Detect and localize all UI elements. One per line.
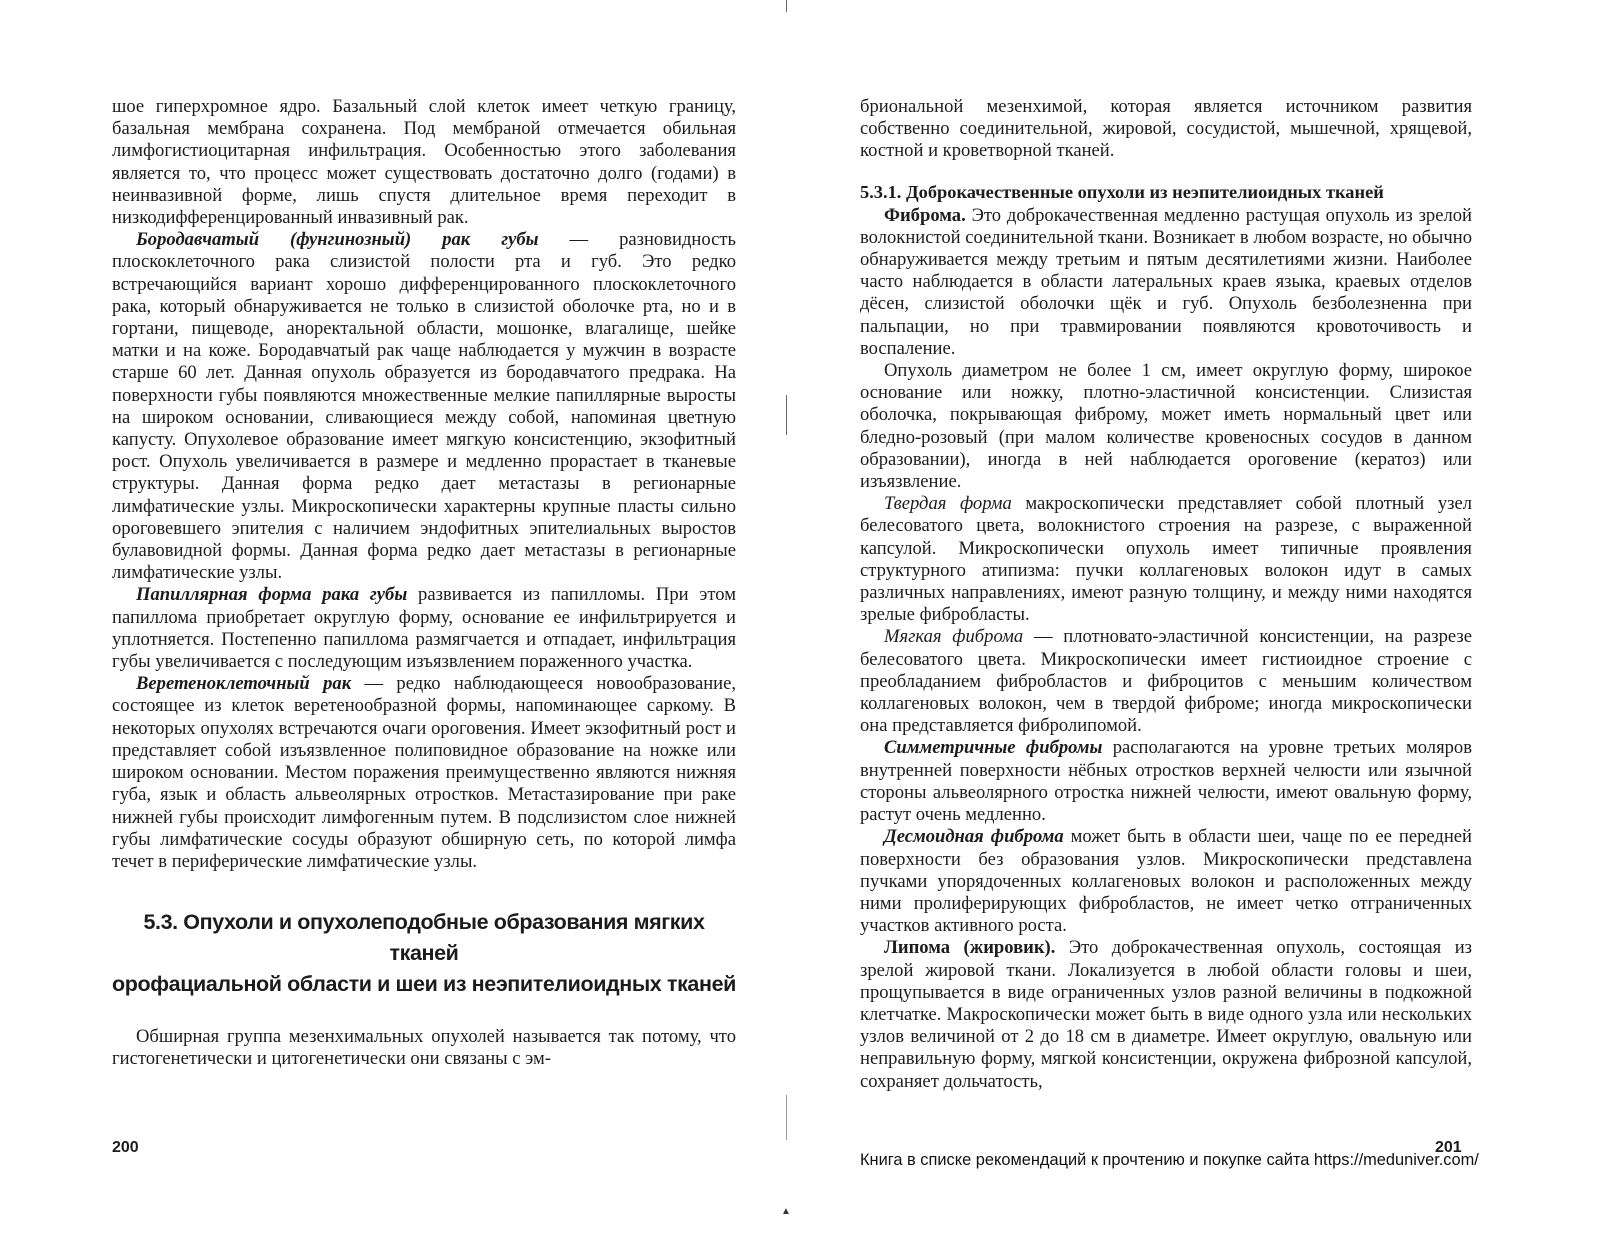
gutter-line-top: [786, 0, 787, 12]
term-lead: Липома (жировик).: [884, 937, 1056, 959]
paragraph-text: Это доброкачественная медленно растущая опухоль из зрелой волокнистой соединительной ткани. Возникает в любом возрасте, но обычно обнаруживается между третьим и пятым десятилетиями жизни. Наиболее часто наблюдается в области латеральных краев языка, краевых отделов дёсен, слизистой оболочки щёк и губ. Опухоль безболезненна при пальпации, но при травмировании появляются кровоточивость и воспаление.: [860, 204, 1472, 359]
paragraph: [112, 673, 736, 873]
term-lead: Мягкая фиброма: [884, 626, 1024, 648]
section-title-line: 5.3. Опухоли и опухолеподобные образования мягких тканей: [143, 910, 705, 966]
gutter-line-middle: [786, 395, 787, 435]
watermark-text: Книга в списке рекомендаций к прочтению и покупке сайта https://meduniver.com/: [860, 1151, 1479, 1169]
paragraph: шое гиперхромное ядро. Базальный слой клеток имеет четкую границу, базальная мембрана сохранена. Под мембраной отмечается обильная лимфогистиоцитарная инфильтрация. Особенностью этого заболевания является то, что процесс может существовать достаточно долго (годами) в неинвазивной форме, лишь спустя длительное время переходит в низкодифференцированный инвазивный рак.: [112, 96, 736, 229]
term-lead: Фиброма.: [884, 204, 966, 226]
section-title: [112, 907, 736, 1000]
term-lead: Папиллярная форма рака губы: [136, 584, 408, 606]
section-title-line: орофациальной области и шеи из неэпителиоидных тканей: [112, 972, 736, 997]
paragraph-text: Это доброкачественная опухоль, состоящая из зрелой жировой ткани. Локализуется в любой области головы и шеи, прощупывается в виде ограниченных узлов разной величины в подкожной клетчатке. Макроскопически может быть в виде одного узла или нескольких узлов величиной от 2 до 18 см в диаметре. Имеет округлую, овальную или неправильную форму, мягкой консистенции, окружена фиброзной капсулой, сохраняет дольчатость,: [860, 937, 1472, 1092]
paragraph: [860, 205, 1472, 360]
term-lead: Симметричные фибромы: [884, 737, 1103, 759]
paragraph: [860, 826, 1472, 937]
paragraph-text: может быть в области шеи, чаще по ее передней поверхности без образования узлов. Микроскопически представлена пучками упорядоченных коллагеновых волокон и расположенных между ними пролиферирующих фибробластов, не имеет четко отграниченных участков активного роста.: [860, 826, 1472, 937]
left-page: [112, 96, 736, 1071]
term-lead: Веретеноклеточный рак: [136, 673, 352, 695]
paragraph: Обширная группа мезенхимальных опухолей называется так потому, что гистогенетически и цитогенетически они связаны с эм-: [112, 1026, 736, 1070]
term-lead: Десмоидная фиброма: [884, 826, 1064, 848]
paragraph-text: — плотновато-эластичной консистенции, на разрезе белесоватого цвета. Микроскопически имеет гистиоидное строение с преобладанием фибробластов и фиброцитов с меньшим количеством коллагеновых волокон, чем в твердой фиброме; иногда микроскопически она представляется фибролипомой.: [860, 626, 1472, 737]
subsection-title: 5.3.1. Доброкачественные опухоли из неэпителиоидных тканей: [860, 181, 1384, 202]
paragraph: Опухоль диаметром не более 1 см, имеет округлую форму, широкое основание или ножку, плотно-эластичной консистенции. Слизистая оболочка, покрывающая фиброму, может иметь нормальный цвет или бледно-розовый (при малом количестве кровеносных сосудов в данном образовании), иногда в ней наблюдается ороговение (кератоз) или изъязвление.: [860, 360, 1472, 493]
paragraph: [860, 626, 1472, 737]
paragraph-text: макроскопически представляет собой плотный узел белесоватого цвета, волокнистого строения на разрезе, с выраженной капсулой. Микроскопически опухоль имеет типичные проявления структурного атипизма: пучки коллагеновых волокон идут в самых различных направлениях, имеют разную толщину, и между ними находятся зрелые фибробласты.: [860, 493, 1472, 626]
paragraph-text: располагаются на уровне третьих моляров внутренней поверхности нёбных отростков верхней челюсти или язычной стороны альвеолярного отростка нижней челюсти, имеют овальную форму, растут очень медленно.: [860, 737, 1472, 826]
paragraph-text: — разновидность плоскоклеточного рака слизистой полости рта и губ. Это редко встречающийся вариант хорошо дифференцированного плоскоклеточного рака, который обнаруживается не только в слизистой оболочке рта, но и в гортани, пищеводе, аноректальной области, мошонке, влагалище, шейке матки и на коже. Бородавчатый рак чаще наблюдается у мужчин в возрасте старше 60 лет. Данная опухоль образуется из бородавчатого предрака. На поверхности губы появляются множественные мелкие папиллярные выросты на широком основании, сливающиеся между собой, напоминая цветную капусту. Опухолевое образование имеет мягкую консистенцию, экзофитный рост. Опухоль увеличивается в размере и медленно прорастает в тканевые структуры. Данная форма редко дает метастазы в регионарные лимфатические узлы. Микроскопически характерны крупные пласты сильно ороговевшего эпителия с наличием эндофитных эпителиальных выростов булавовидной формы. Данная форма редко дает метастазы в регионарные лимфатические узлы.: [112, 229, 736, 584]
paragraph-text: — редко наблюдающееся новообразование, состоящее из клеток веретенообразной формы, напоминающее саркому. В некоторых опухолях встречаются очаги ороговения. Имеет экзофитный рост и представляет собой изъязвленное полиповидное образование на ножке или широком основании. Местом поражения преимущественно являются нижняя губа, язык и область альвеолярных отростков. Метастазирование при раке нижней губы происходит лимфогенным путем. В подслизистом слое нижней губы лимфатические сосуды образуют обширную сеть, по которой лимфа течет в периферические лимфатические узлы.: [112, 673, 736, 872]
gutter-line-bottom: [786, 1095, 787, 1140]
term-lead: Твердая форма: [884, 493, 1012, 515]
paragraph-text: развивается из папилломы. При этом папиллома приобретает округлую форму, основание ее инфильтрируется и уплотняется. Постепенно папиллома размягчается и отпадает, инфильтрация губы увеличивается с последующим изъязвлением пораженного участка.: [112, 584, 736, 673]
paragraph: [112, 584, 736, 673]
paragraph: [860, 493, 1472, 626]
paragraph: [112, 229, 736, 584]
term-lead: Бородавчатый (фунгинозный) рак губы: [136, 229, 539, 251]
binding-mark: ▲: [781, 1206, 791, 1217]
paragraph: [860, 937, 1472, 1092]
right-page: [860, 96, 1472, 1093]
page-number-left: 200: [112, 1139, 139, 1156]
paragraph: [860, 737, 1472, 826]
page-number-right: 201: [1435, 1139, 1462, 1156]
paragraph: бриональной мезенхимой, которая является источником развития собственно соединительной, жировой, сосудистой, мышечной, хрящевой, костной и кроветворной тканей.: [860, 96, 1472, 162]
